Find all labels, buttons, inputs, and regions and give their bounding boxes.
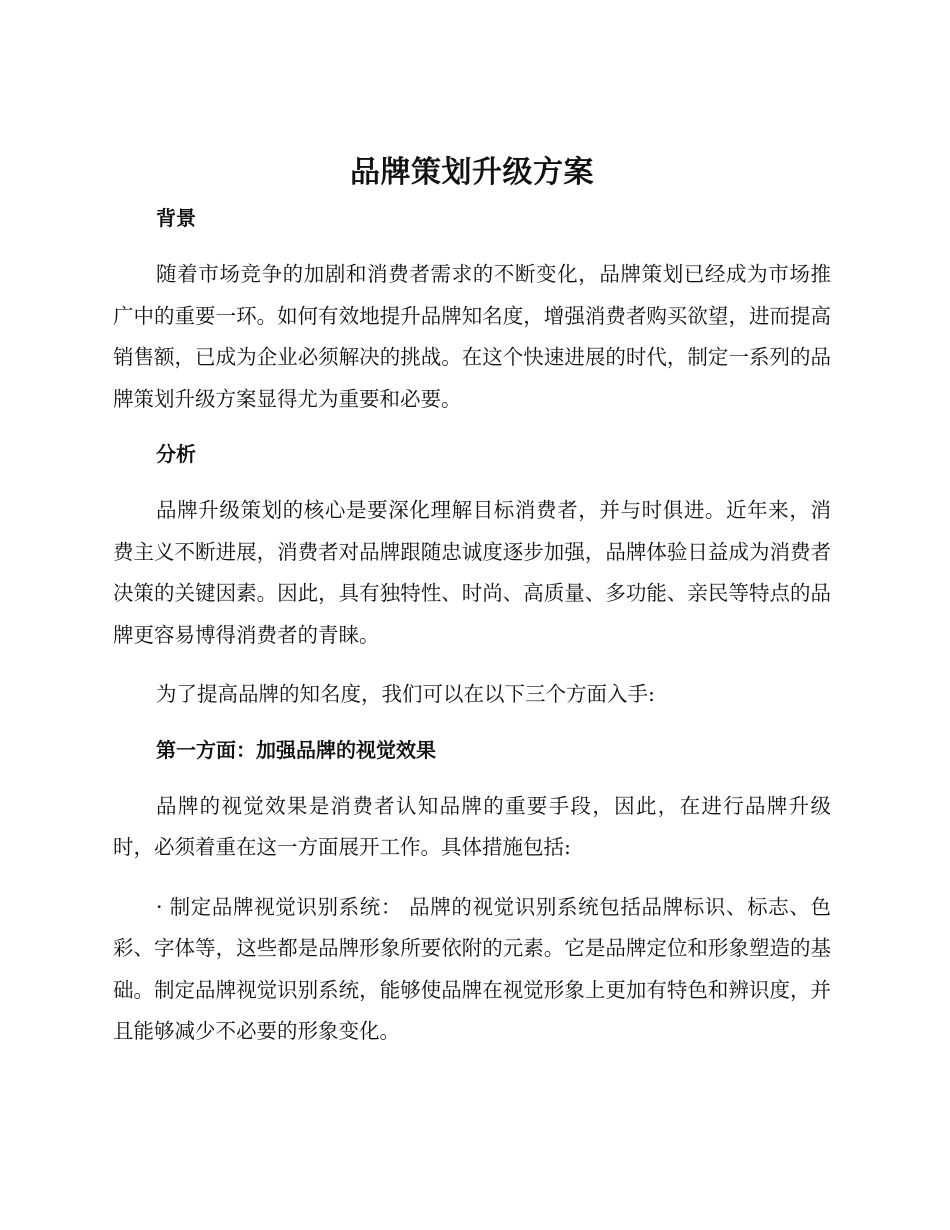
- document-title: 品牌策划升级方案: [350, 155, 594, 190]
- document-body: [113, 150, 831, 1053]
- intro-paragraph: 为了提高品牌的知名度，我们可以在以下三个方面入手:: [156, 682, 655, 706]
- bullet-paragraph-visual-identity: · 制定品牌视觉识别系统： 品牌的视觉识别系统包括品牌标识、标志、色彩、字体等，这些都是品牌形象所要依附的元素。它是品牌定位和形象塑造的基础。制定品牌视觉识别系统，能够使品牌在视觉形象上更加有特色和辨识度，并且能够减少不必要的形象变化。: [113, 894, 831, 1043]
- section-heading-analysis: 分析: [156, 442, 196, 466]
- analysis-paragraph: 品牌升级策划的核心是要深化理解目标消费者，并与时俱进。近年来，消费主义不断进展，消费者对品牌跟随忠诚度逐步加强，品牌体验日益成为消费者决策的关键因素。因此，具有独特性、时尚、高质量、多功能、亲民等特点的品牌更容易博得消费者的青睐。: [113, 498, 831, 647]
- aspect-1-paragraph: 品牌的视觉效果是消费者认知品牌的重要手段，因此，在进行品牌升级时，必须着重在这一方面展开工作。具体措施包括:: [113, 793, 831, 859]
- section-heading-aspect-1: 第一方面：加强品牌的视觉效果: [156, 737, 436, 762]
- background-paragraph: 随着市场竞争的加剧和消费者需求的不断变化，品牌策划已经成为市场推广中的重要一环。如何有效地提升品牌知名度，增强消费者购买欲望，进而提高销售额，已成为企业必须解决的挑战。在这个快速进展的时代，制定一系列的品牌策划升级方案显得尤为重要和必要。: [113, 262, 831, 411]
- section-heading-background: 背景: [156, 206, 196, 230]
